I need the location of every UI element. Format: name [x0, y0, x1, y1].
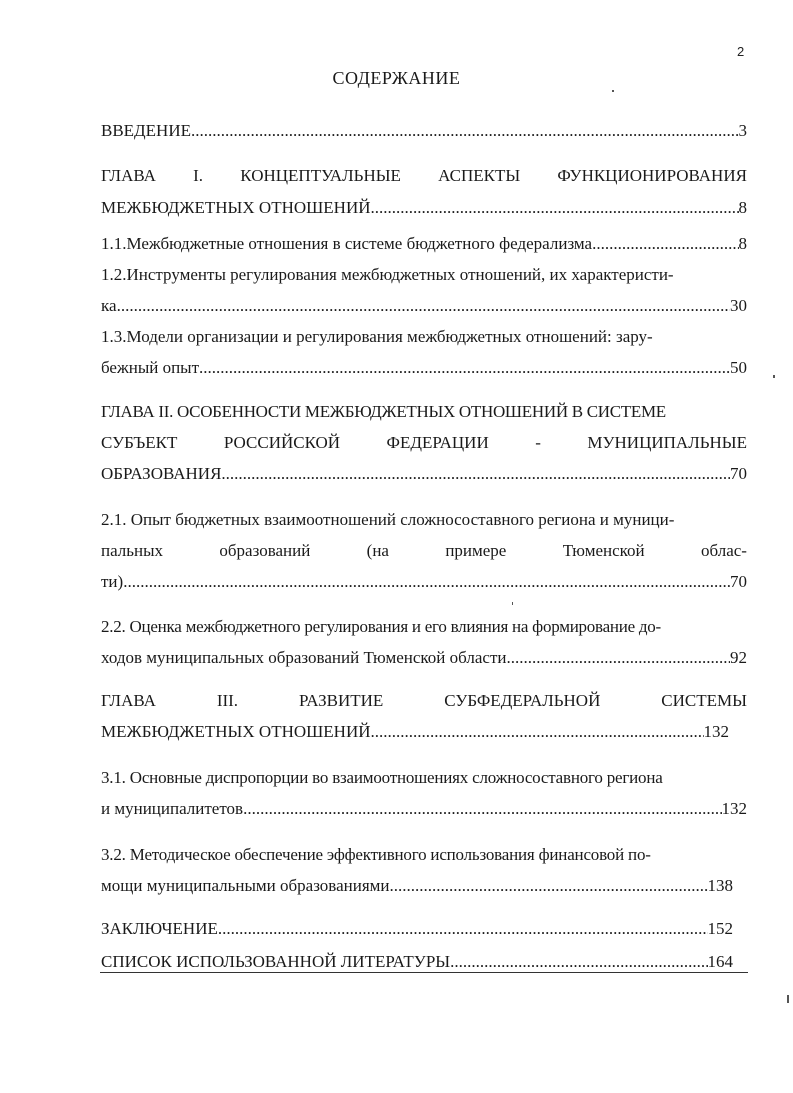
toc-page: 30 — [730, 296, 747, 315]
toc-word: СИСТЕМЫ — [661, 691, 747, 710]
toc-word: облас- — [700, 541, 747, 560]
toc-line — [101, 432, 747, 454]
toc-word: Тюменской — [562, 541, 645, 560]
toc-line — [101, 571, 747, 593]
toc-page: 8 — [738, 198, 747, 217]
toc-line: 1.3.Модели организации и регулирования межбюджетных отношений: зару- — [101, 327, 653, 346]
toc-word: КОНЦЕПТУАЛЬНЫЕ — [240, 166, 401, 185]
toc-page: 132 — [721, 799, 747, 818]
toc-line — [101, 357, 747, 379]
toc-label: СПИСОК ИСПОЛЬЗОВАННОЙ ЛИТЕРАТУРЫ — [101, 952, 451, 971]
scan-speck — [773, 375, 775, 378]
toc-line: 3.1. Основные диспропорции во взаимоотношениях сложносоставного региона — [101, 768, 663, 787]
toc-label: мощи муниципальными образованиями — [101, 876, 390, 895]
toc-word: РАЗВИТИЕ — [298, 691, 384, 710]
toc-leader — [199, 357, 730, 379]
toc-line: ГЛАВА II. ОСОБЕННОСТИ МЕЖБЮДЖЕТНЫХ ОТНОШЕНИЙ В СИСТЕМЕ — [101, 402, 666, 421]
toc-label: ВВЕДЕНИЕ — [101, 121, 191, 140]
toc-word: ФЕДЕРАЦИИ — [386, 433, 489, 452]
toc-entry-introduction — [101, 120, 747, 142]
toc-line: 2.1. Опыт бюджетных взаимоотношений сложносоставного региона и муници- — [101, 510, 675, 529]
toc-page: 164 — [707, 952, 733, 971]
toc-leader — [371, 721, 704, 743]
toc-page: 92 — [730, 648, 747, 667]
toc-leader — [450, 951, 707, 973]
toc-label: бежный опыт — [101, 358, 200, 377]
toc-page: 138 — [707, 876, 733, 895]
toc-leader — [117, 295, 730, 317]
toc-word: РОССИЙСКОЙ — [223, 433, 341, 452]
page-title: СОДЕРЖАНИЕ — [332, 68, 461, 88]
toc-label: ти) — [101, 572, 124, 591]
toc-page: 70 — [730, 572, 747, 591]
toc-line — [101, 721, 729, 743]
toc-word: ГЛАВА — [101, 691, 156, 710]
toc-entry-conclusion — [101, 918, 733, 940]
toc-line — [101, 540, 747, 562]
scan-speck — [787, 995, 789, 1003]
toc-word: - — [535, 433, 541, 452]
toc-word: I. — [193, 166, 204, 185]
toc-line — [101, 875, 733, 897]
toc-leader — [390, 875, 708, 897]
toc-line: 3.2. Методическое обеспечение эффективного использования финансовой по- — [101, 845, 651, 864]
toc-leader — [191, 120, 739, 142]
toc-word: АСПЕКТЫ — [438, 166, 521, 185]
toc-label: ОБРАЗОВАНИЯ — [101, 464, 222, 483]
toc-page: 152 — [707, 919, 733, 938]
toc-entry-references — [101, 951, 733, 973]
toc-line — [101, 197, 747, 219]
scan-speck — [612, 90, 614, 92]
toc-leader — [243, 798, 721, 820]
toc-page: 3 — [738, 121, 747, 140]
toc-word: III. — [216, 691, 239, 710]
toc-line — [101, 690, 747, 712]
toc-label: 1.1.Межбюджетные отношения в системе бюджетного федерализма — [101, 234, 593, 253]
toc-word: (на — [366, 541, 389, 560]
toc-word: МУНИЦИПАЛЬНЫЕ — [587, 433, 747, 452]
toc-word: образований — [219, 541, 311, 560]
toc-leader — [371, 197, 739, 219]
toc-leader — [506, 647, 730, 669]
toc-leader — [592, 233, 738, 255]
toc-entry-section-1-1 — [101, 233, 747, 255]
toc-line — [101, 647, 747, 669]
toc-label: ходов муниципальных образований Тюменской области — [101, 648, 507, 667]
toc-label: МЕЖБЮДЖЕТНЫХ ОТНОШЕНИЙ — [101, 198, 371, 217]
toc-word: ФУНКЦИОНИРОВАНИЯ — [557, 166, 747, 185]
toc-word: СУБЪЕКТ — [101, 433, 178, 452]
toc-line — [101, 165, 747, 187]
toc-line: 2.2. Оценка межбюджетного регулирования и его влияния на формирование до- — [101, 617, 661, 636]
toc-word: примере — [445, 541, 507, 560]
toc-leader — [221, 463, 730, 485]
toc-page: 50 — [730, 358, 747, 377]
toc-word: СУБФЕДЕРАЛЬНОЙ — [444, 691, 601, 710]
toc-line — [101, 463, 747, 485]
toc-label: и муниципалитетов — [101, 799, 244, 818]
toc-line — [101, 798, 747, 820]
toc-page: 70 — [730, 464, 747, 483]
toc-word: ГЛАВА — [101, 166, 156, 185]
toc-leader — [123, 571, 730, 593]
toc-label: ка — [101, 296, 117, 315]
page-number: 2 — [737, 44, 745, 59]
toc-page: 8 — [738, 234, 747, 253]
toc-line — [101, 295, 747, 317]
toc-label: ЗАКЛЮЧЕНИЕ — [101, 919, 218, 938]
toc-label: МЕЖБЮДЖЕТНЫХ ОТНОШЕНИЙ — [101, 722, 371, 741]
bottom-rule — [100, 972, 748, 973]
toc-word: пальных — [101, 541, 164, 560]
toc-page: 132 — [703, 722, 729, 741]
scan-speck — [512, 602, 513, 605]
toc-leader — [218, 918, 708, 940]
toc-line: 1.2.Инструменты регулирования межбюджетных отношений, их характеристи- — [101, 265, 674, 284]
